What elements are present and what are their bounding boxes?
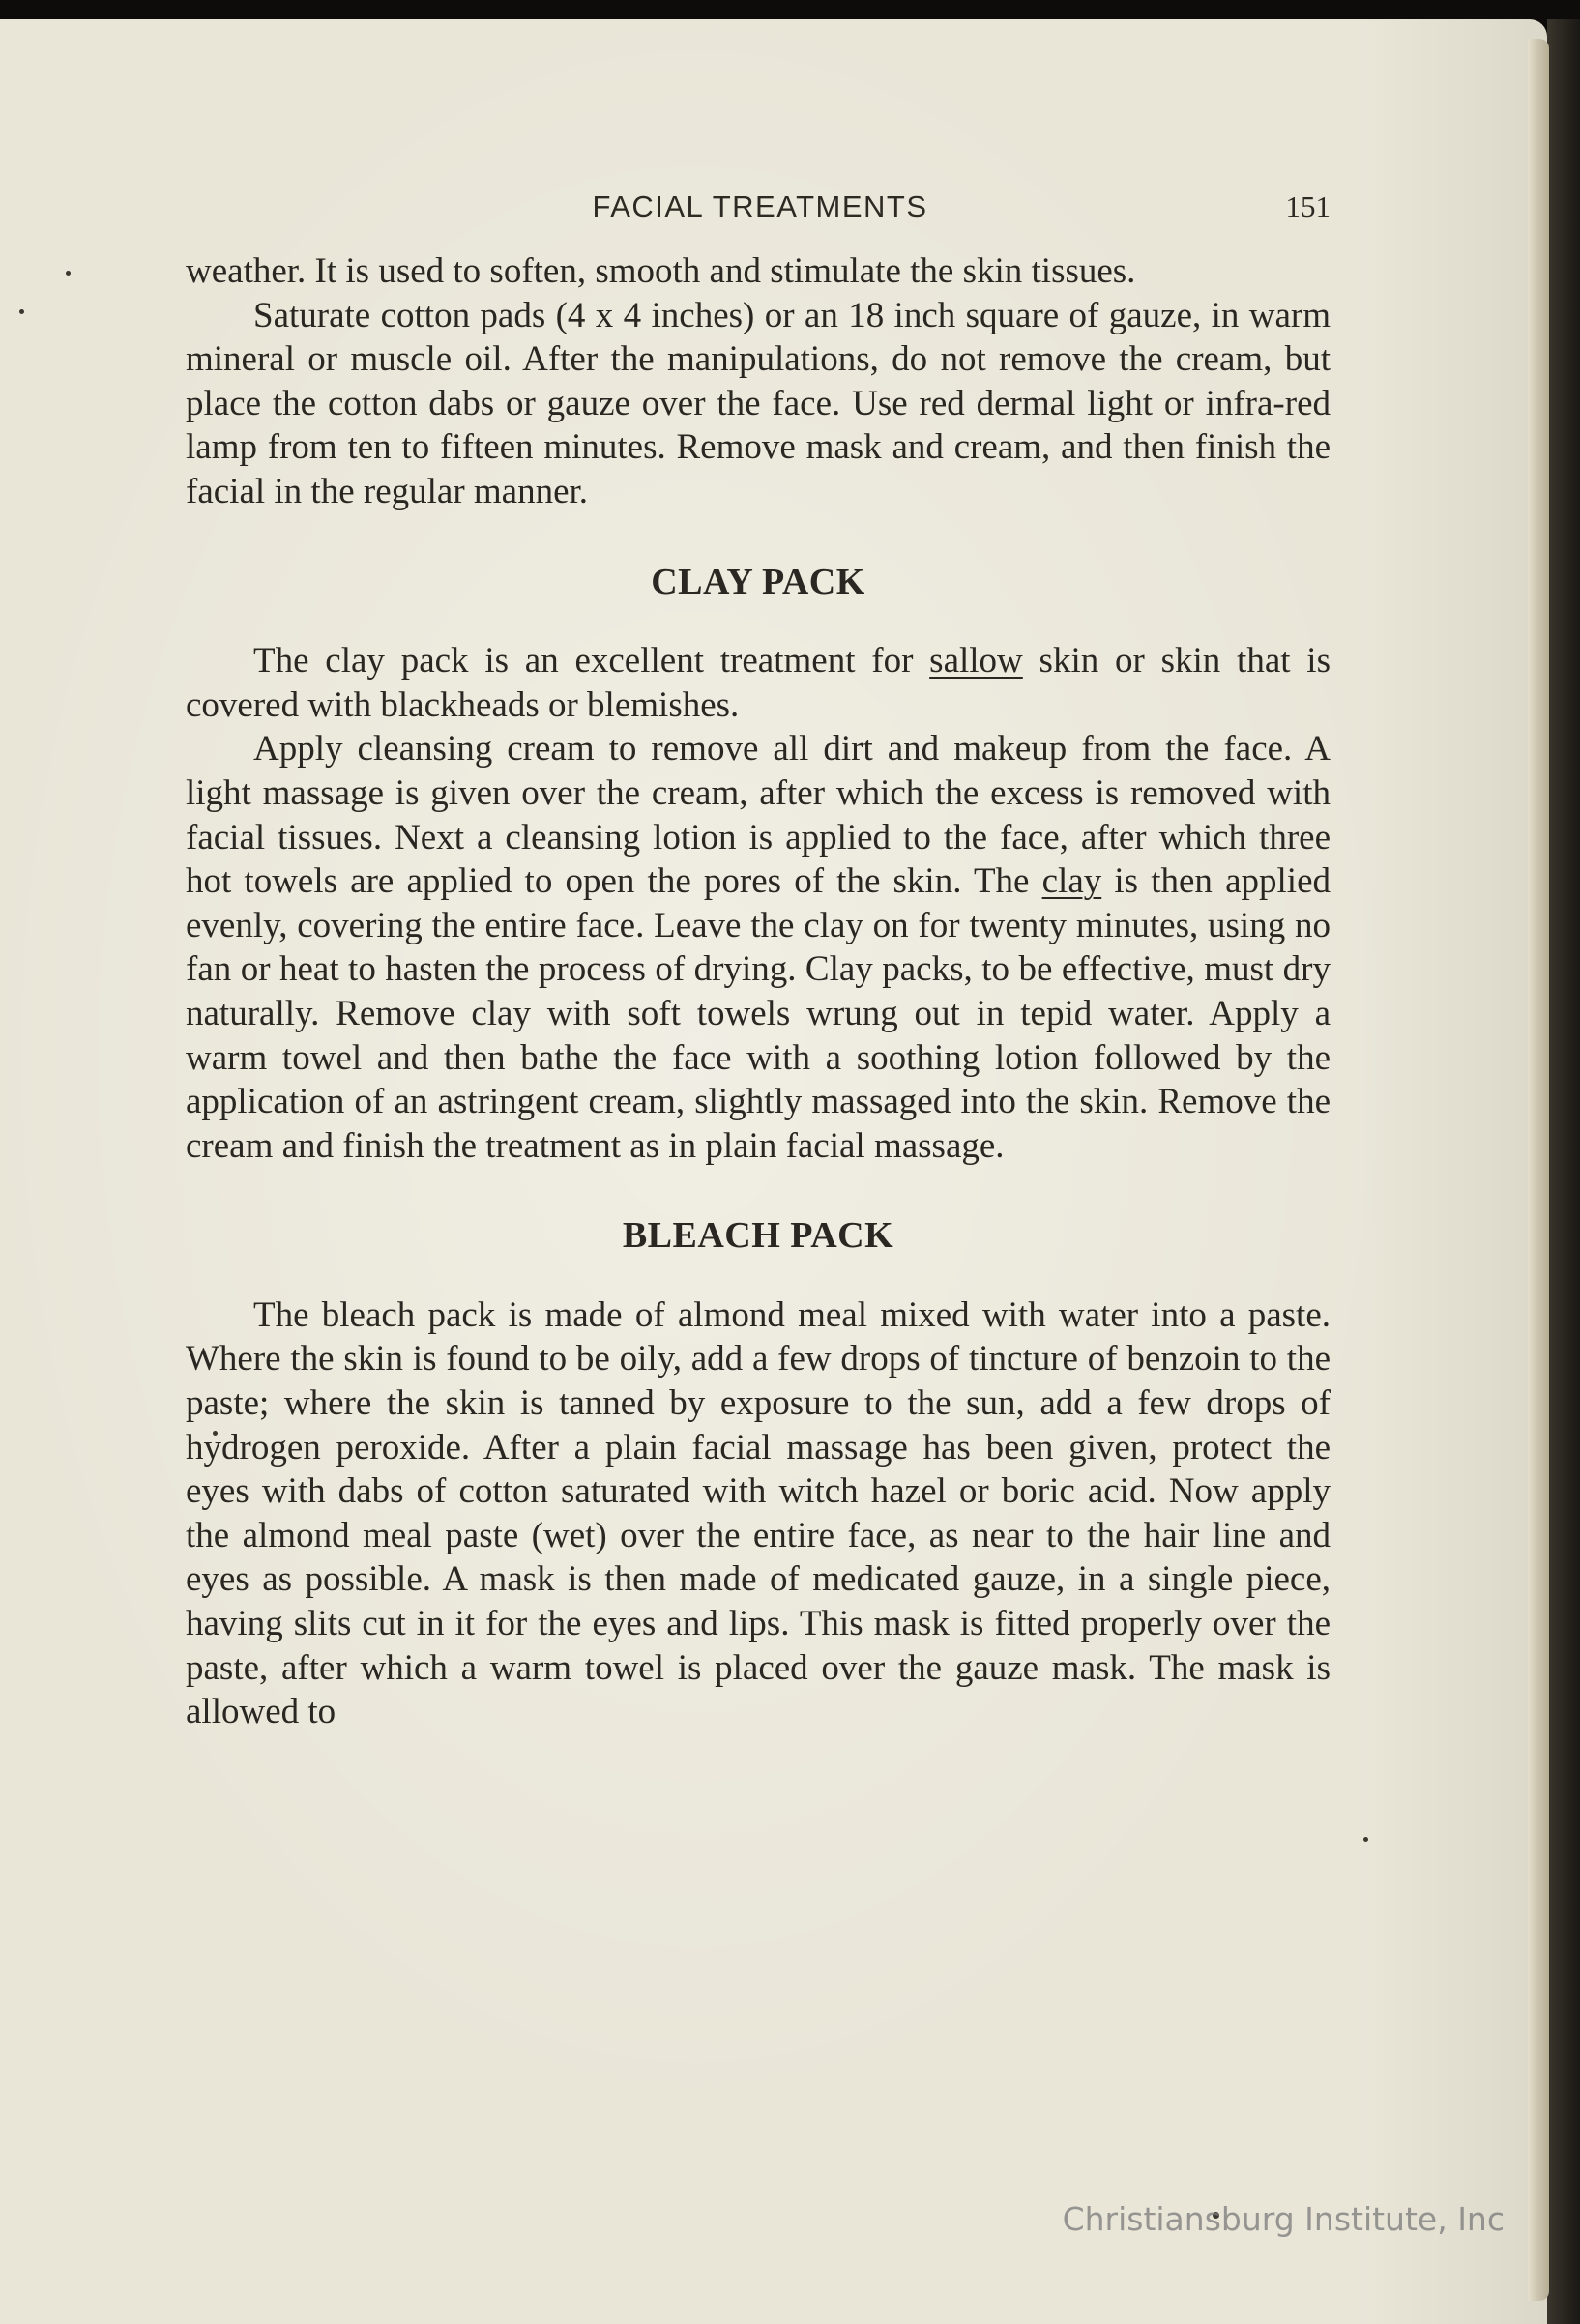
paper-speck: [66, 271, 71, 276]
clay-pack-heading: CLAY PACK: [651, 561, 865, 602]
clay-pack-paragraph-2: [186, 727, 1331, 1168]
clay-p2-before: Apply cleansing cream to remove all dirt and makeup from the face. A light massage is given over the cream, after which the excess is removed with facial tissues. Next a cleansing lotion is applied to the face, after which three hot towels are applied to open the pores of the skin. The: [186, 729, 1331, 902]
paper-speck: [1363, 1837, 1368, 1842]
intro-paragraph-1: weather. It is used to soften, smooth and stimulate the skin tissues.: [186, 251, 1136, 291]
book-spine-shadow: [1547, 19, 1580, 2324]
bleach-pack-heading: BLEACH PACK: [622, 1215, 894, 1257]
underlined-word-sallow: sallow: [929, 641, 1023, 682]
watermark: Christiansburg Institute, Inc: [1062, 2200, 1505, 2238]
paper-speck: [19, 309, 24, 314]
underlined-word-clay: clay: [1041, 861, 1102, 902]
running-title: FACIAL TREATMENTS: [592, 189, 928, 223]
bleach-pack-paragraph-1: The bleach pack is made of almond meal mixed with water into a paste. Where the skin is found to be oily, add a few drops of tincture of benzoin to the paste; where the skin is tanned by exposure to the sun, add a few drops of hydrogen peroxide. After a plain facial massage has been given, protect the eyes with dabs of cotton saturated with witch hazel or boric acid. Now apply the almond meal paste (wet) over the entire face, as near to the hair line and eyes as possible. A mask is then made of medicated gauze, in a single piece, having slits cut in it for the eyes and lips. This mask is fitted properly over the paste, after which a warm towel is placed over the gauze mask. The mask is allowed to: [186, 1294, 1331, 1732]
clay-pack-paragraph-1: [186, 639, 1331, 727]
clay-p1-before: The clay pack is an excellent treatment for: [253, 641, 930, 682]
page-header: [190, 189, 1331, 228]
body-text: [186, 249, 1331, 1734]
clay-p1-after: skin or skin that is covered with blackheads or blemishes.: [186, 641, 1331, 725]
page-edge: [1528, 39, 1549, 2301]
page-number: 151: [1285, 189, 1331, 223]
intro-paragraph-2: Saturate cotton pads (4 x 4 inches) or an 18 inch square of gauze, in warm mineral or muscle oil. After the manipulations, do not remove the cream, but place the cotton dabs or gauze over the face. Use red dermal light or infra-red lamp from ten to fifteen minutes. Remove mask and cream, and then finish the facial in the regular manner.: [186, 295, 1331, 511]
clay-p2-after: is then applied evenly, covering the entire face. Leave the clay on for twenty minutes, using no fan or heat to hasten the process of drying. Clay packs, to be effective, must dry naturally. Remove clay with soft towels wrung out in tepid water. Apply a warm towel and then bathe the face with a soothing lotion followed by the application of an astringent cream, slightly massaged into the skin. Remove the cream and finish the treatment as in plain facial massage.: [186, 861, 1331, 1166]
